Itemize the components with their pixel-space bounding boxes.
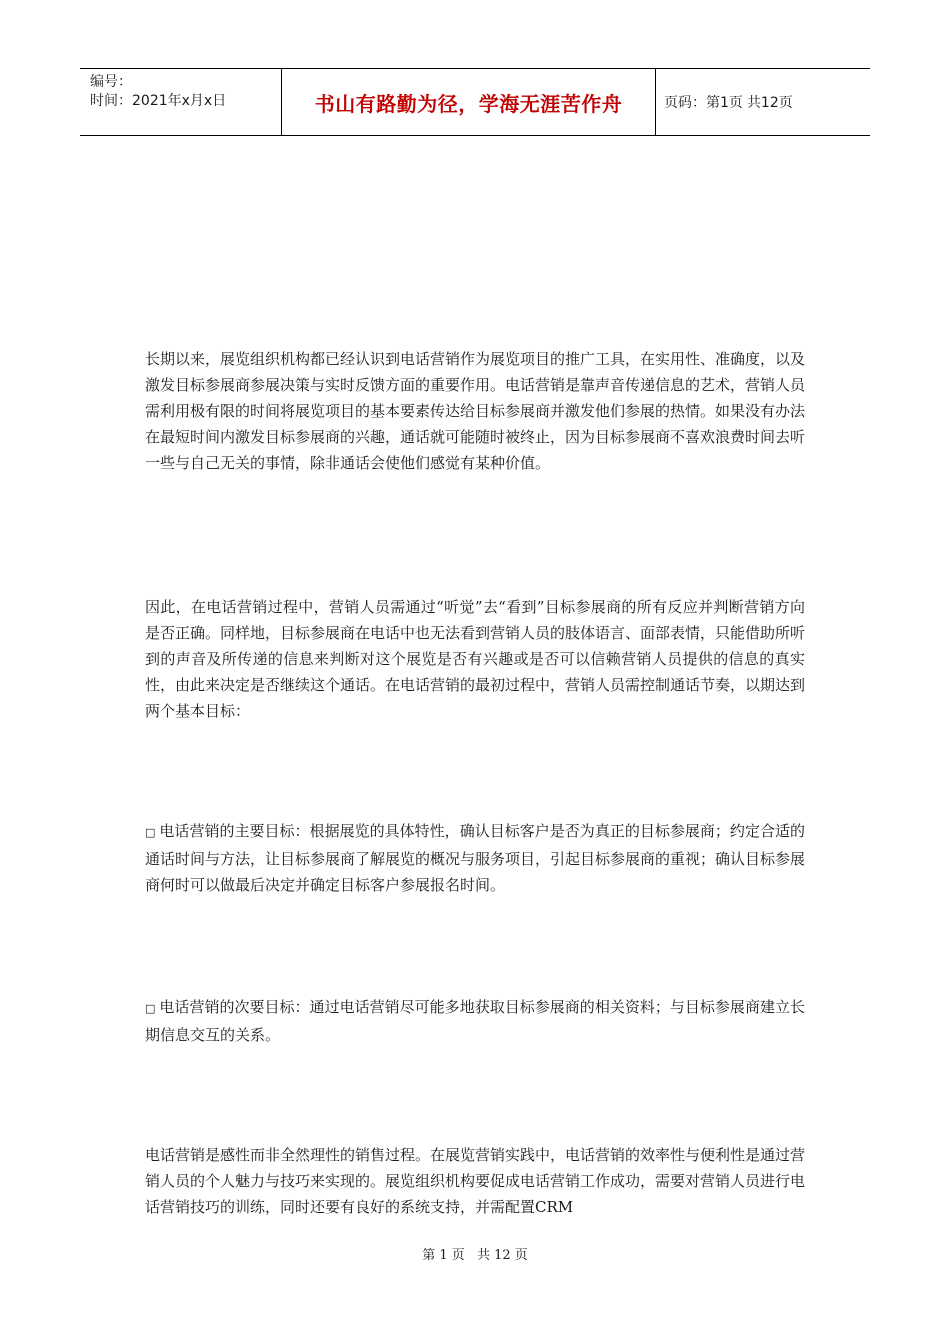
page-header bbox=[80, 68, 870, 136]
paragraph-conclusion: 电话营销是感性而非全然理性的销售过程。在展览营销实践中，电话营销的效率性与便利性是通过营销人员的个人魅力与技巧来实现的。展览组织机构要促成电话营销工作成功，需要对营销人员进行电话营销技巧的训练，同时还要有良好的系统支持，并需配置CRM bbox=[145, 1146, 806, 1216]
footer-page-total: 共 12 页 bbox=[476, 1248, 528, 1263]
paragraph-intro: 长期以来，展览组织机构都已经认识到电话营销作为展览项目的推广工具，在实用性、准确度，以及激发目标参展商参展决策与实时反馈方面的重要作用。电话营销是靠声音传递信息的艺术，营销人员需利用极有限的时间将展览项目的基本要素传达给目标参展商并激发他们参展的热情。如果没有办法在最短时间内激发目标参展商的兴趣，通话就可能随时被终止，因为目标参展商不喜欢浪费时间去听一些与自己无关的事情，除非通话会使他们感觉有某种价值。 bbox=[145, 350, 806, 472]
bullet-icon: □ bbox=[145, 826, 156, 839]
footer-page-number: 第 1 页 bbox=[422, 1248, 465, 1263]
paragraph-secondary-goal bbox=[145, 994, 805, 1048]
document-time-label: 时间：2021年x月x日 bbox=[90, 93, 227, 109]
header-page-total: 共12页 bbox=[746, 95, 793, 111]
page-footer bbox=[0, 1244, 950, 1263]
header-meta bbox=[80, 69, 282, 135]
paragraph-listening: 因此，在电话营销过程中，营销人员需通过“听觉”去“看到”目标参展商的所有反应并判断营销方向是否正确。同样地，目标参展商在电话中也无法看到营销人员的肢体语言、面部表情，只能借助所听到的声音及所传递的信息来判断对这个展览是否有兴趣或是否可以信赖营销人员提供的信息的真实性，由此来决定是否继续这个通话。在电话营销的最初过程中，营销人员需控制通话节奏，以期达到两个基本目标： bbox=[145, 598, 806, 720]
secondary-goal-text: 电话营销的次要目标：通过电话营销尽可能多地获取目标参展商的相关资料；与目标参展商建立长期信息交互的关系。 bbox=[145, 998, 805, 1044]
header-page-number: 页码：第1页 bbox=[664, 95, 743, 111]
bullet-icon: □ bbox=[145, 1002, 156, 1015]
document-number-label: 编号： bbox=[90, 74, 132, 90]
header-motto: 书山有路勤为径，学海无涯苦作舟 bbox=[282, 69, 656, 135]
primary-goal-text: 电话营销的主要目标：根据展览的具体特性，确认目标客户是否为真正的目标参展商；约定合适的通话时间与方法，让目标参展商了解展览的概况与服务项目，引起目标参展商的重视；确认目标参展商何时可以做最后决定并确定目标客户参展报名时间。 bbox=[145, 822, 806, 894]
paragraph-primary-goal bbox=[145, 818, 805, 898]
header-page-info bbox=[656, 69, 870, 135]
